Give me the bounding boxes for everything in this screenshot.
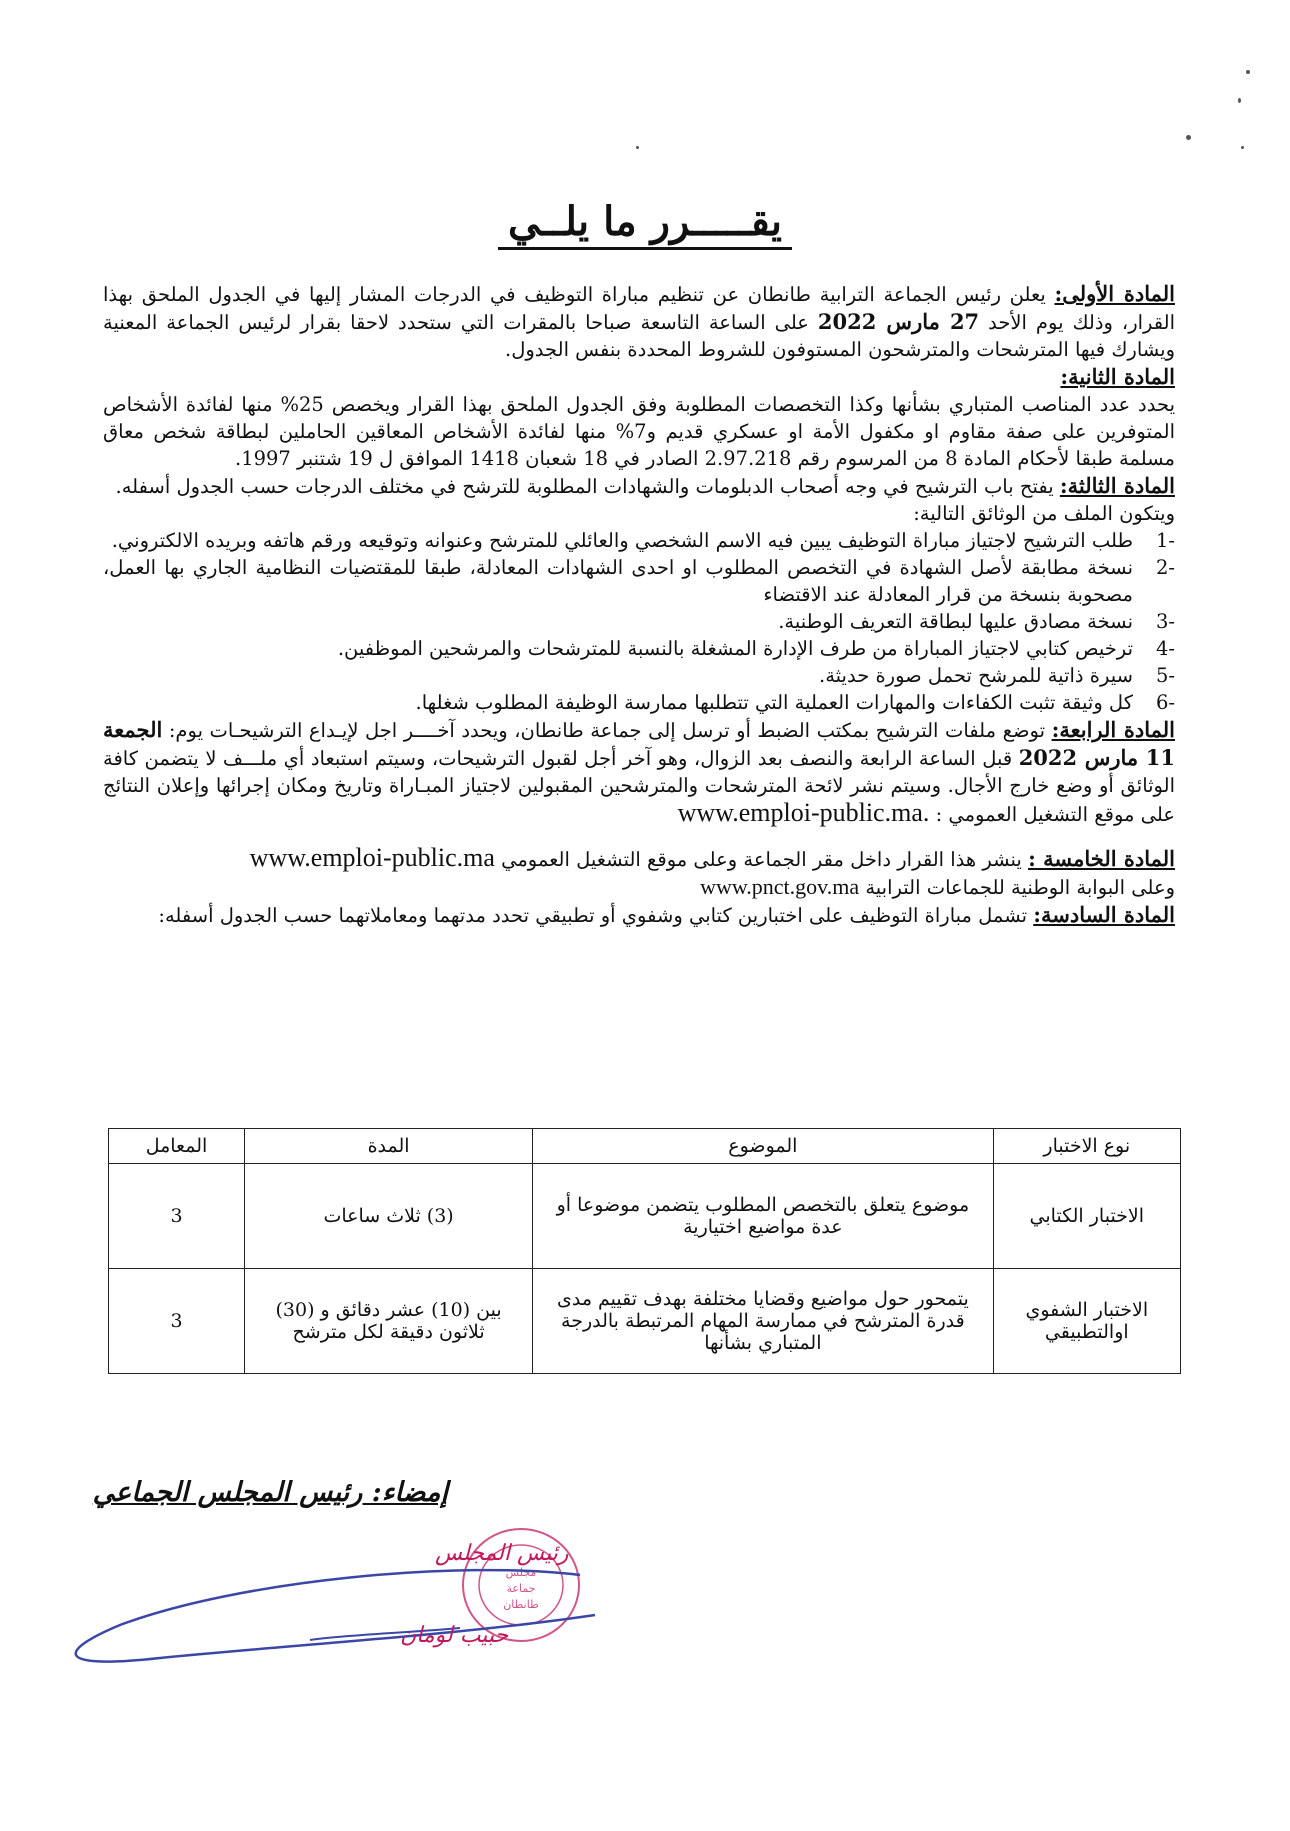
scan-speck bbox=[1238, 98, 1241, 103]
table-header-row bbox=[109, 1129, 1181, 1164]
article-1-line-2b: على الساعة التاسعة صباحا بالمقرات التي ستحدد لاحقا بقرار لرئيس الجماعة المعنية ويشارك bbox=[103, 311, 1175, 361]
article-5-line-1: ينشر هذا القرار داخل مقر الجماعة وعلى موقع التشغيل العمومي bbox=[501, 848, 1022, 871]
page-title-text: يقـــــرر ما يلــي bbox=[498, 198, 792, 250]
article-5 bbox=[103, 844, 1175, 901]
article-4-date: الجمعة 11 مارس 2022 bbox=[103, 717, 1176, 770]
article-5-line-2: وعلى البوابة الوطنية للجماعات الترابية bbox=[865, 876, 1175, 899]
article-1-line-2a: القرار، وذلك يوم الأحد bbox=[988, 311, 1176, 334]
list-item-number: -3 bbox=[1155, 610, 1175, 633]
article-3-line-2: ويتكون الملف من الوثائق التالية: bbox=[913, 502, 1175, 525]
article-4-line-4: وتاريخ ومكان إجرائها وإعلان النتائج على موقع التشغيل العمومي : bbox=[103, 774, 1175, 826]
table-cell: الاختبار الشفوي اوالتطبيقي bbox=[993, 1269, 1180, 1374]
list-item bbox=[103, 689, 1175, 716]
table-cell: موضوع يتعلق بالتخصص المطلوب يتضمن موضوعا أو عدة مواضيع اختيارية bbox=[533, 1164, 993, 1269]
table-cell: 3 bbox=[109, 1164, 245, 1269]
list-item-text: ترخيص كتابي لاجتياز المباراة من طرف الإدارة المشغلة بالنسبة للمترشحات والمرشحين الموظفين. bbox=[337, 637, 1133, 660]
article-3-title: المادة الثالثة: bbox=[1059, 473, 1175, 498]
article-4-title: المادة الرابعة: bbox=[1051, 717, 1175, 742]
article-2 bbox=[103, 363, 1175, 472]
table-cell: يتمحور حول مواضيع وقضايا مختلفة بهدف تقييم مدى قدرة المترشح في ممارسة المهام المرتبطة بالدرجة المتباري بشأنها bbox=[533, 1269, 993, 1374]
article-1-date: 27 مارس 2022 bbox=[817, 309, 980, 334]
list-item-number: -4 bbox=[1155, 637, 1175, 660]
article-2-line-1: يحدد عدد المناصب المتباري بشأنها وكذا التخصصات المطلوبة وفق الجدول الملحق بهذا القرار ويخصص 25% منها لفائدة الأشخاص bbox=[103, 393, 1175, 416]
scan-speck bbox=[1246, 70, 1250, 74]
article-6-line-2: أسفله: bbox=[158, 904, 214, 927]
handwritten-signature bbox=[40, 1540, 600, 1670]
article-4-line-3: ملـــف لا يتضمن كافة الوثائق أو وضع خارج الأجال. وسيتم نشر لائحة المترشحات والمترشحين المقبولين لاجتياز المبـاراة bbox=[103, 747, 1175, 797]
scan-speck bbox=[1241, 146, 1244, 149]
article-4-line-1: توضع ملفات الترشيح بمكتب الضبط أو ترسل إلى جماعة طانطان، ويحدد آخــــر اجل لإيـداع الترشيحـات bbox=[209, 719, 1046, 742]
scan-speck bbox=[1186, 135, 1191, 140]
article-3-line-1: يفتح باب الترشيح في وجه أصحاب الدبلومات والشهادات المطلوبة للترشح في مختلف الدرجات حسب الجدول أسفله. bbox=[115, 475, 1054, 498]
article-1 bbox=[103, 280, 1175, 363]
article-1-line-1: يعلن رئيس الجماعة الترابية طانطان عن تنظيم مباراة التوظيف في الدرجات المشار إليها في الجدول الملحق بهذا bbox=[103, 283, 1046, 306]
decision-body bbox=[103, 280, 1175, 929]
article-4-line-2b: قبل الساعة الرابعة والنصف بعد الزوال، وهو آخر أجل لقبول الترشيحات، وسيتم استبعاد أي bbox=[283, 747, 1013, 770]
article-1-title: المادة الأولى: bbox=[1054, 281, 1176, 306]
column-header-duration: المدة bbox=[245, 1129, 533, 1164]
article-2-title: المادة الثانية: bbox=[1060, 364, 1175, 389]
list-item-text: طلب الترشيح لاجتياز مباراة التوظيف يبين فيه الاسم الشخصي والعائلي للمترشح وعنوانه وتوقيعه ورقم هاتفه وبريده الالكتروني. bbox=[111, 529, 1133, 552]
article-6-line-1: تشمل مباراة التوظيف على اختبارين كتابي وشفوي أو تطبيقي تحدد مدتهما ومعاملاتهما حسب الجدول bbox=[219, 904, 1028, 927]
list-item-number: -5 bbox=[1155, 664, 1175, 687]
article-3 bbox=[103, 472, 1175, 527]
article-2-line-3: طبقا لأحكام المادة 8 من المرسوم رقم 2.97.218 الصادر في 18 شعبان 1418 الموافق ل 19 شتنبر 1997. bbox=[235, 447, 1113, 470]
svg-text:مجلس: مجلس bbox=[505, 1566, 537, 1579]
column-header-coefficient: المعامل bbox=[109, 1129, 245, 1164]
svg-text:جماعة: جماعة bbox=[506, 1582, 536, 1595]
article-5-title: المادة الخامسة : bbox=[1028, 846, 1175, 871]
emploi-public-link-2[interactable]: www.emploi-public.ma bbox=[249, 843, 495, 872]
article-1-line-3: فيها المترشحات والمترشحون المستوفون للشروط المحددة بنفس الجدول. bbox=[505, 338, 1106, 361]
documents-list bbox=[103, 527, 1175, 716]
list-item-text: نسخة مطابقة لأصل الشهادة في التخصص المطلوب او احدى الشهادات المعادلة، طبقا للمقتضيات النظامية الجاري بها العمل، مصحوبة بنسخة من قرار المعادلة عند الاقتضاء bbox=[103, 556, 1133, 606]
signature-handwritten-name: حبيب لومان bbox=[400, 1623, 509, 1648]
list-item-text: سيرة ذاتية للمرشح تحمل صورة حديثة. bbox=[819, 664, 1133, 687]
table-cell: الاختبار الكتابي bbox=[993, 1164, 1180, 1269]
article-6-title: المادة السادسة: bbox=[1033, 902, 1175, 927]
table-cell: 3 bbox=[109, 1269, 245, 1374]
list-item-text: نسخة مصادق عليها لبطاقة التعريف الوطنية. bbox=[778, 610, 1133, 633]
article-4-line-2a: يوم: bbox=[168, 719, 204, 742]
list-item bbox=[103, 635, 1175, 662]
table-cell: (3) ثلاث ساعات bbox=[245, 1164, 533, 1269]
scan-speck bbox=[636, 146, 639, 149]
list-item-text: كل وثيقة تثبت الكفاءات والمهارات العملية التي تتطلبها ممارسة الوظيفة المطلوب شغلها. bbox=[415, 691, 1133, 714]
table-row bbox=[109, 1269, 1181, 1374]
table-cell: بين (10) عشر دقائق و (30) ثلاثون دقيقة لكل مترشح bbox=[245, 1269, 533, 1374]
article-6 bbox=[103, 901, 1175, 929]
column-header-subject: الموضوع bbox=[533, 1129, 993, 1164]
page-title bbox=[0, 198, 1290, 245]
list-item bbox=[103, 608, 1175, 635]
table-row bbox=[109, 1164, 1181, 1269]
list-item-number: -6 bbox=[1155, 691, 1175, 714]
list-item-number: -1 bbox=[1155, 529, 1175, 552]
list-item-number: -2 bbox=[1155, 556, 1175, 579]
signature-handwritten-title: رئيس المجلس bbox=[435, 1541, 569, 1566]
list-item bbox=[103, 662, 1175, 689]
exam-table bbox=[108, 1128, 1181, 1374]
signature-title: إمضاء: رئيس المجلس الجماعي bbox=[92, 1477, 448, 1508]
svg-text:طانطان: طانطان bbox=[503, 1598, 539, 1611]
pnct-link[interactable]: www.pnct.gov.ma bbox=[700, 874, 860, 899]
article-2-line-2: المتوفرين على صفة مقاوم او مكفول الأمة او عسكري قديم و7% منها لفائدة الأشخاص المعاقين الحاملين لبطاقة شخص معاق مسلمة bbox=[103, 420, 1175, 470]
list-item bbox=[103, 554, 1175, 608]
column-header-type: نوع الاختبار bbox=[993, 1129, 1180, 1164]
emploi-public-link[interactable]: www.emploi-public.ma. bbox=[677, 798, 930, 827]
list-item bbox=[103, 527, 1175, 554]
article-4 bbox=[103, 716, 1175, 828]
